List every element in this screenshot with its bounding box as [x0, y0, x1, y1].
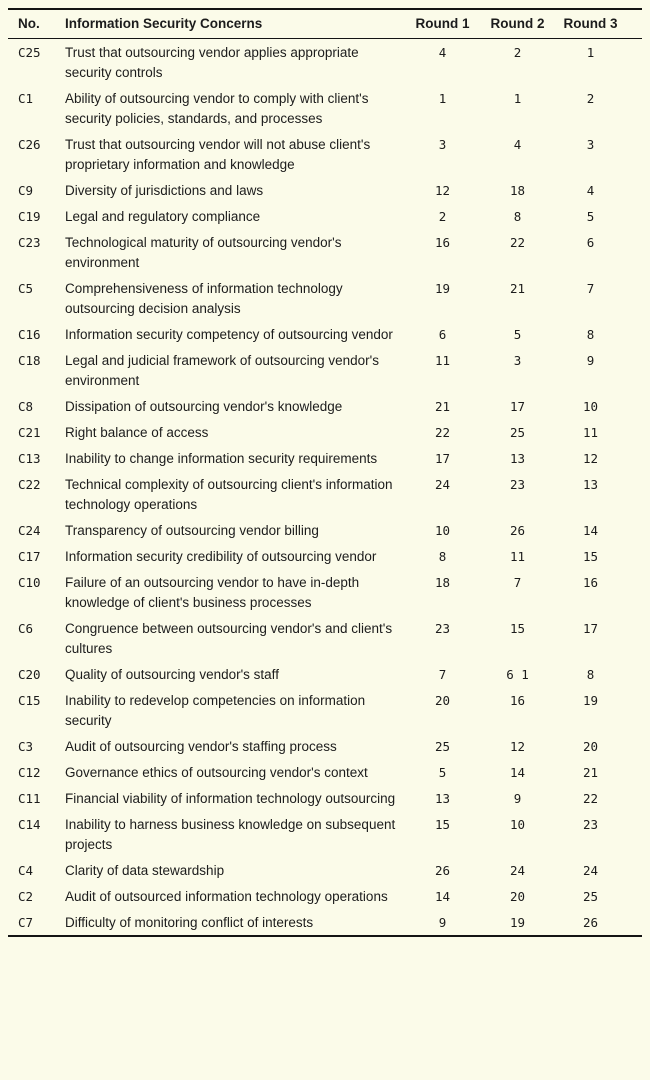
- concern-cell: Audit of outsourced information technology operations: [65, 889, 388, 904]
- table-row: [8, 321, 642, 347]
- concern-cell: Legal and judicial framework of outsourcing vendor's environment: [65, 353, 380, 388]
- concern-cell: Information security credibility of outsourcing vendor: [65, 549, 377, 564]
- round3-rank-cell: 23: [582, 817, 599, 832]
- concern-cell: Diversity of jurisdictions and laws: [65, 183, 264, 198]
- round1-rank-cell: 20: [434, 693, 451, 708]
- concern-cell: Technological maturity of outsourcing vendor's environment: [65, 235, 342, 270]
- concern-cell: Clarity of data stewardship: [65, 863, 225, 878]
- round2-rank-cell: 25: [509, 425, 526, 440]
- round2-rank-cell: 24: [509, 863, 526, 878]
- table-body: [8, 39, 642, 937]
- round1-rank-cell: 23: [434, 621, 451, 636]
- round1-rank-cell: 14: [434, 889, 451, 904]
- concern-cell: Comprehensiveness of information technology outsourcing decision analysis: [65, 281, 343, 316]
- round3-rank-cell: 6: [586, 235, 595, 250]
- round1-rank-cell: 5: [438, 765, 447, 780]
- row-no-cell: C6: [18, 621, 34, 636]
- round2-rank-cell: 3: [513, 353, 522, 368]
- round2-rank-cell: 6 1: [506, 667, 529, 682]
- round3-rank-cell: 24: [582, 863, 599, 878]
- row-no-cell: C21: [18, 425, 41, 440]
- concern-cell: Failure of an outsourcing vendor to have in-depth knowledge of client's business processes: [65, 575, 360, 610]
- round2-rank-cell: 5: [513, 327, 522, 342]
- table-row: [8, 275, 642, 321]
- row-no-cell: C22: [18, 477, 41, 492]
- row-no-cell: C4: [18, 863, 34, 878]
- round3-rank-cell: 8: [586, 327, 595, 342]
- row-no-cell: C7: [18, 915, 34, 930]
- concern-cell: Ability of outsourcing vendor to comply with client's security policies, standards, and processes: [65, 91, 369, 126]
- round3-rank-cell: 2: [586, 91, 595, 106]
- round3-rank-cell: 8: [586, 667, 595, 682]
- concern-cell: Governance ethics of outsourcing vendor's context: [65, 765, 368, 780]
- table-row: [8, 733, 642, 759]
- row-no-cell: C26: [18, 137, 41, 152]
- round2-rank-cell: 12: [509, 739, 526, 754]
- round2-rank-cell: 15: [509, 621, 526, 636]
- row-no-cell: C13: [18, 451, 41, 466]
- table-row: [8, 883, 642, 909]
- round1-rank-cell: 7: [438, 667, 447, 682]
- round2-rank-cell: 21: [509, 281, 526, 296]
- round1-rank-cell: 21: [434, 399, 451, 414]
- round1-rank-cell: 2: [438, 209, 447, 224]
- row-no-cell: C5: [18, 281, 34, 296]
- round1-rank-cell: 4: [438, 45, 447, 60]
- round3-rank-cell: 26: [582, 915, 599, 930]
- round3-rank-cell: 11: [582, 425, 599, 440]
- row-no-cell: C18: [18, 353, 41, 368]
- row-no-cell: C2: [18, 889, 34, 904]
- table-row: [8, 569, 642, 615]
- header-row: [8, 9, 642, 39]
- table-row: [8, 471, 642, 517]
- row-no-cell: C20: [18, 667, 41, 682]
- round3-rank-cell: 12: [582, 451, 599, 466]
- round3-rank-cell: 1: [586, 45, 595, 60]
- round1-rank-cell: 13: [434, 791, 451, 806]
- row-no-cell: C14: [18, 817, 41, 832]
- round1-rank-cell: 8: [438, 549, 447, 564]
- round1-rank-cell: 26: [434, 863, 451, 878]
- table-row: [8, 85, 642, 131]
- round3-rank-cell: 17: [582, 621, 599, 636]
- row-no-cell: C23: [18, 235, 41, 250]
- round1-rank-cell: 11: [434, 353, 451, 368]
- round3-rank-cell: 13: [582, 477, 599, 492]
- row-no-cell: C10: [18, 575, 41, 590]
- round2-rank-cell: 26: [509, 523, 526, 538]
- concern-cell: Inability to redevelop competencies on information security: [65, 693, 366, 728]
- round3-rank-cell: 15: [582, 549, 599, 564]
- table-row: [8, 131, 642, 177]
- round2-rank-cell: 4: [513, 137, 522, 152]
- table-row: [8, 517, 642, 543]
- column-header-concerns: Information Security Concerns: [65, 9, 405, 39]
- concern-cell: Audit of outsourcing vendor's staffing process: [65, 739, 337, 754]
- round2-rank-cell: 20: [509, 889, 526, 904]
- round3-rank-cell: 4: [586, 183, 595, 198]
- round1-rank-cell: 16: [434, 235, 451, 250]
- table-row: [8, 615, 642, 661]
- round3-rank-cell: 19: [582, 693, 599, 708]
- row-no-cell: C17: [18, 549, 41, 564]
- round2-rank-cell: 1: [513, 91, 522, 106]
- table-row: [8, 347, 642, 393]
- round3-rank-cell: 25: [582, 889, 599, 904]
- column-header-round-1: Round 1: [405, 9, 480, 39]
- table-row: [8, 39, 642, 86]
- round1-rank-cell: 25: [434, 739, 451, 754]
- round3-rank-cell: 16: [582, 575, 599, 590]
- round1-rank-cell: 3: [438, 137, 447, 152]
- round2-rank-cell: 14: [509, 765, 526, 780]
- concern-cell: Quality of outsourcing vendor's staff: [65, 667, 279, 682]
- table-header: [8, 9, 642, 39]
- round1-rank-cell: 18: [434, 575, 451, 590]
- row-no-cell: C8: [18, 399, 34, 414]
- round3-rank-cell: 20: [582, 739, 599, 754]
- round2-rank-cell: 13: [509, 451, 526, 466]
- column-header-no: No.: [8, 9, 65, 39]
- round2-rank-cell: 23: [509, 477, 526, 492]
- concern-cell: Transparency of outsourcing vendor billing: [65, 523, 319, 538]
- concern-cell: Trust that outsourcing vendor applies appropriate security controls: [65, 45, 359, 80]
- table-row: [8, 661, 642, 687]
- row-no-cell: C12: [18, 765, 41, 780]
- concern-cell: Congruence between outsourcing vendor's and client's cultures: [65, 621, 393, 656]
- row-no-cell: C25: [18, 45, 41, 60]
- round3-rank-cell: 3: [586, 137, 595, 152]
- round3-rank-cell: 5: [586, 209, 595, 224]
- round3-rank-cell: 21: [582, 765, 599, 780]
- table-row: [8, 785, 642, 811]
- concern-cell: Information security competency of outsourcing vendor: [65, 327, 393, 342]
- table-row: [8, 909, 642, 936]
- concern-cell: Trust that outsourcing vendor will not abuse client's proprietary information and knowledge: [65, 137, 371, 172]
- round2-rank-cell: 7: [513, 575, 522, 590]
- round2-rank-cell: 19: [509, 915, 526, 930]
- concern-cell: Financial viability of information technology outsourcing: [65, 791, 396, 806]
- round3-rank-cell: 9: [586, 353, 595, 368]
- table-row: [8, 177, 642, 203]
- round1-rank-cell: 10: [434, 523, 451, 538]
- round2-rank-cell: 2: [513, 45, 522, 60]
- table-row: [8, 229, 642, 275]
- table-row: [8, 393, 642, 419]
- row-no-cell: C24: [18, 523, 41, 538]
- concerns-ranking-table: [8, 8, 642, 937]
- round2-rank-cell: 8: [513, 209, 522, 224]
- round3-rank-cell: 22: [582, 791, 599, 806]
- concern-cell: Inability to harness business knowledge on subsequent projects: [65, 817, 396, 852]
- round2-rank-cell: 9: [513, 791, 522, 806]
- table-row: [8, 759, 642, 785]
- table-row: [8, 811, 642, 857]
- round1-rank-cell: 19: [434, 281, 451, 296]
- row-no-cell: C19: [18, 209, 41, 224]
- round2-rank-cell: 18: [509, 183, 526, 198]
- concern-cell: Legal and regulatory compliance: [65, 209, 261, 224]
- concern-cell: Dissipation of outsourcing vendor's knowledge: [65, 399, 343, 414]
- row-no-cell: C9: [18, 183, 34, 198]
- column-header-round-3: Round 3: [555, 9, 642, 39]
- row-no-cell: C1: [18, 91, 34, 106]
- round3-rank-cell: 10: [582, 399, 599, 414]
- round1-rank-cell: 6: [438, 327, 447, 342]
- table-row: [8, 687, 642, 733]
- round2-rank-cell: 11: [509, 549, 526, 564]
- row-no-cell: C11: [18, 791, 41, 806]
- round1-rank-cell: 12: [434, 183, 451, 198]
- round1-rank-cell: 1: [438, 91, 447, 106]
- table-row: [8, 445, 642, 471]
- row-no-cell: C15: [18, 693, 41, 708]
- round2-rank-cell: 22: [509, 235, 526, 250]
- round1-rank-cell: 24: [434, 477, 451, 492]
- round2-rank-cell: 16: [509, 693, 526, 708]
- concern-cell: Difficulty of monitoring conflict of interests: [65, 915, 314, 930]
- round1-rank-cell: 9: [438, 915, 447, 930]
- round3-rank-cell: 14: [582, 523, 599, 538]
- row-no-cell: C3: [18, 739, 34, 754]
- round2-rank-cell: 17: [509, 399, 526, 414]
- column-header-round-2: Round 2: [480, 9, 555, 39]
- table-row: [8, 857, 642, 883]
- row-no-cell: C16: [18, 327, 41, 342]
- round1-rank-cell: 17: [434, 451, 451, 466]
- concern-cell: Technical complexity of outsourcing client's information technology operations: [65, 477, 393, 512]
- round2-rank-cell: 10: [509, 817, 526, 832]
- table-row: [8, 203, 642, 229]
- concern-cell: Inability to change information security requirements: [65, 451, 378, 466]
- concern-cell: Right balance of access: [65, 425, 209, 440]
- round3-rank-cell: 7: [586, 281, 595, 296]
- table-row: [8, 419, 642, 445]
- round1-rank-cell: 15: [434, 817, 451, 832]
- round1-rank-cell: 22: [434, 425, 451, 440]
- table-row: [8, 543, 642, 569]
